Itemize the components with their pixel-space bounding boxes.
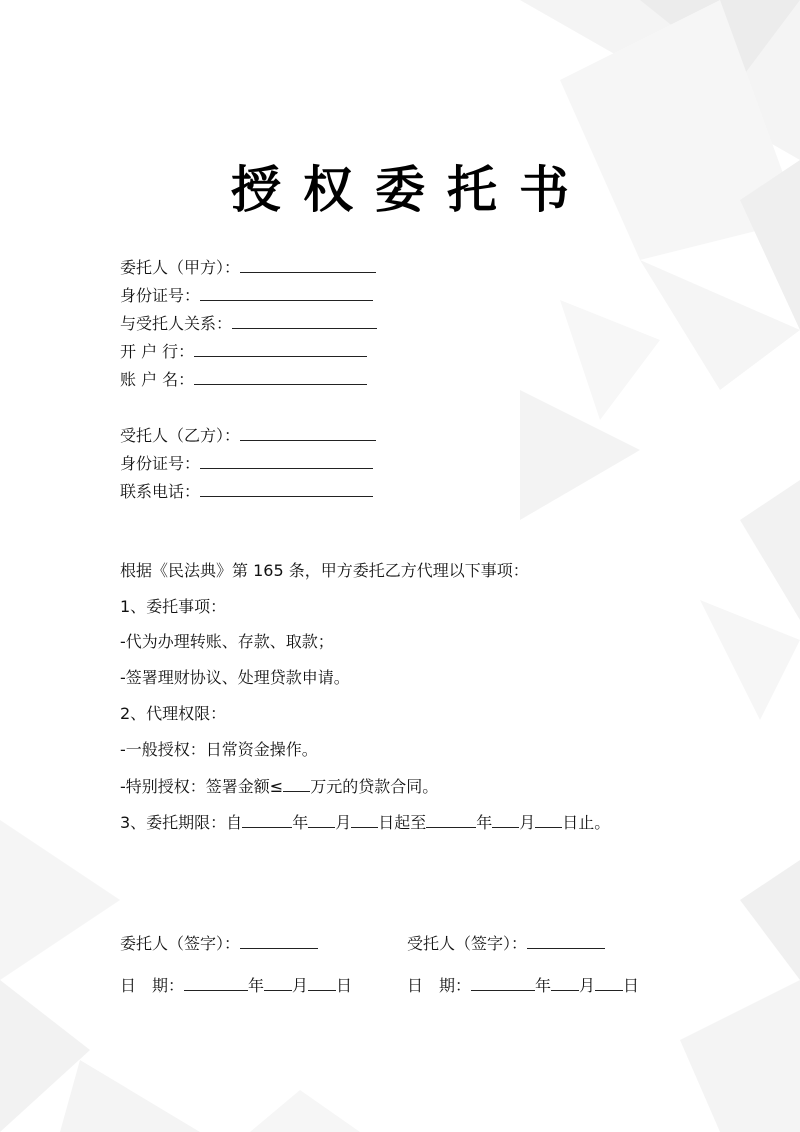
principal-relation-blank[interactable] — [232, 312, 377, 329]
term-from-label: 日起至 — [378, 813, 427, 832]
authority-general: -一般授权：日常资金操作。 — [120, 740, 318, 759]
agent-phone-label: 联系电话： — [120, 482, 201, 501]
authority-special-prefix: -特别授权：签署金额≤ — [120, 777, 284, 796]
term-end-label: 日止。 — [562, 813, 611, 832]
matter-item-2: -签署理财协议、处理贷款申请。 — [120, 668, 350, 687]
principal-account-label: 账 户 名： — [120, 370, 195, 389]
intro-paragraph: 根据《民法典》第 165 条，甲方委托乙方代理以下事项： — [120, 561, 529, 580]
agent-id-blank[interactable] — [200, 452, 373, 469]
principal-signature-row — [120, 932, 318, 954]
principal-relation-row — [120, 312, 377, 334]
agent-date-year-blank[interactable] — [471, 974, 535, 991]
agent-date-day-blank[interactable] — [595, 974, 623, 991]
term-year-label: 年 — [292, 813, 309, 832]
principal-date-row — [120, 974, 352, 996]
term-end-month-blank[interactable] — [492, 812, 519, 828]
document-title: 授权委托书 — [231, 161, 591, 219]
principal-bank-row — [120, 340, 367, 362]
agent-signature-row — [407, 932, 605, 954]
term-end-day-blank[interactable] — [535, 812, 562, 828]
term-start-month-blank[interactable] — [308, 812, 335, 828]
principal-sign-label: 委托人（签字）： — [120, 934, 241, 953]
term-month2-label: 月 — [519, 813, 536, 832]
agent-date-month-blank[interactable] — [551, 974, 579, 991]
principal-name-label: 委托人（甲方）： — [120, 258, 241, 277]
term-start-year-blank[interactable] — [242, 812, 292, 828]
principal-date-day-blank[interactable] — [308, 974, 336, 991]
principal-name-blank[interactable] — [240, 256, 376, 273]
agent-date-year: 年 — [535, 976, 552, 995]
principal-date-month: 月 — [292, 976, 309, 995]
agent-signature-blank[interactable] — [527, 932, 605, 949]
principal-date-year: 年 — [248, 976, 265, 995]
principal-id-blank[interactable] — [200, 284, 373, 301]
term-start-day-blank[interactable] — [351, 812, 378, 828]
agent-date-row — [407, 974, 639, 996]
principal-name-row — [120, 256, 376, 278]
principal-bank-label: 开 户 行： — [120, 342, 195, 361]
agent-date-day: 日 — [623, 976, 640, 995]
matters-heading: 1、委托事项： — [120, 597, 227, 616]
principal-date-day: 日 — [336, 976, 353, 995]
loan-amount-blank[interactable] — [283, 776, 310, 792]
principal-id-label: 身份证号： — [120, 286, 201, 305]
term-month-label: 月 — [335, 813, 352, 832]
principal-relation-label: 与受托人关系： — [120, 314, 233, 333]
principal-date-label: 日 期： — [120, 976, 185, 995]
matter-item-1: -代为办理转账、存款、取款； — [120, 632, 334, 651]
principal-account-blank[interactable] — [194, 368, 367, 385]
agent-name-label: 受托人（乙方）： — [120, 426, 241, 445]
term-end-year-blank[interactable] — [426, 812, 476, 828]
agent-date-month: 月 — [579, 976, 596, 995]
agent-phone-blank[interactable] — [200, 480, 373, 497]
term-line — [120, 812, 610, 833]
agent-id-row — [120, 452, 373, 474]
principal-date-month-blank[interactable] — [264, 974, 292, 991]
principal-bank-blank[interactable] — [194, 340, 367, 357]
agent-date-label: 日 期： — [407, 976, 472, 995]
agent-sign-label: 受托人（签字）： — [407, 934, 528, 953]
agent-name-blank[interactable] — [240, 424, 376, 441]
term-heading: 3、委托期限：自 — [120, 813, 243, 832]
authority-special-suffix: 万元的贷款合同。 — [310, 777, 439, 796]
principal-signature-blank[interactable] — [240, 932, 318, 949]
principal-account-row — [120, 368, 367, 390]
principal-id-row — [120, 284, 373, 306]
principal-date-year-blank[interactable] — [184, 974, 248, 991]
agent-name-row — [120, 424, 376, 446]
agent-id-label: 身份证号： — [120, 454, 201, 473]
agent-phone-row — [120, 480, 373, 502]
authority-heading: 2、代理权限： — [120, 704, 227, 723]
term-year2-label: 年 — [476, 813, 493, 832]
authority-special — [120, 776, 438, 797]
